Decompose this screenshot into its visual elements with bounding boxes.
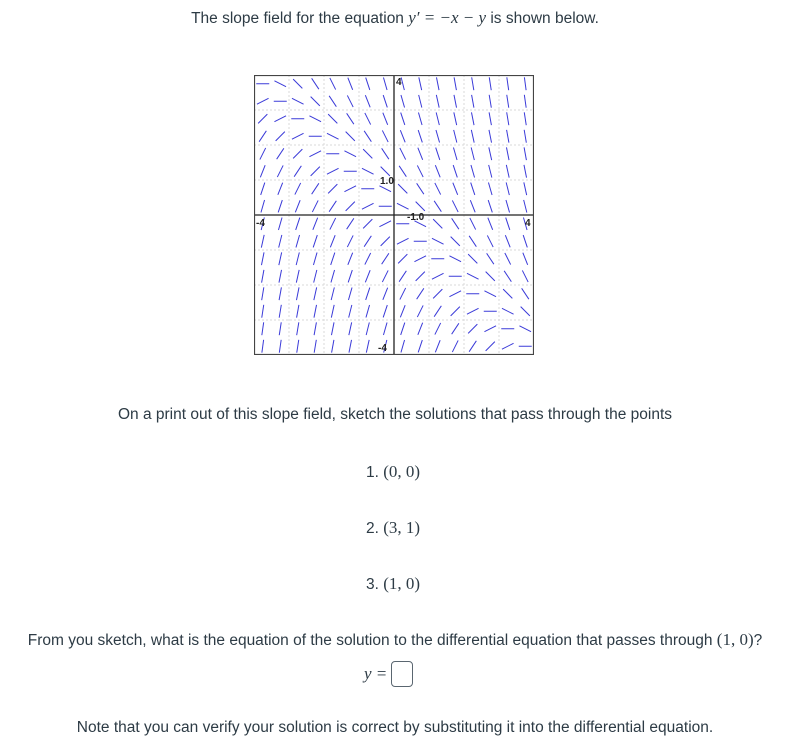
slope-segment bbox=[506, 182, 509, 195]
slope-segment bbox=[279, 322, 281, 335]
answer-input[interactable] bbox=[391, 661, 413, 687]
slope-segment bbox=[309, 151, 321, 157]
point-coordinates: (0, 0) bbox=[383, 462, 421, 481]
slope-segment bbox=[262, 305, 264, 318]
slope-segment bbox=[332, 340, 334, 353]
slope-segment bbox=[471, 130, 474, 143]
slope-segment bbox=[487, 253, 494, 264]
slope-segment bbox=[506, 218, 510, 230]
slope-segment bbox=[344, 186, 356, 192]
slope-segment bbox=[294, 166, 301, 177]
slope-segment bbox=[382, 270, 388, 282]
slope-segment bbox=[363, 149, 372, 158]
slope-segment bbox=[524, 147, 526, 160]
slope-segment bbox=[329, 96, 336, 107]
slope-segment bbox=[502, 343, 514, 349]
slope-segment bbox=[347, 113, 354, 124]
slope-segment bbox=[400, 148, 406, 160]
slope-segment bbox=[277, 148, 284, 159]
slope-segment bbox=[505, 253, 511, 265]
slope-segment bbox=[362, 203, 374, 209]
slope-segment bbox=[311, 97, 320, 106]
slope-segment bbox=[314, 305, 317, 318]
slope-segment bbox=[433, 289, 442, 298]
slope-segment bbox=[467, 273, 479, 279]
slope-segment bbox=[522, 288, 529, 299]
x-min-label: -4 bbox=[256, 218, 265, 229]
slope-segment bbox=[331, 270, 335, 283]
slope-segment bbox=[261, 235, 264, 248]
slope-segment bbox=[506, 147, 509, 160]
slope-segment bbox=[328, 114, 337, 123]
slope-segment bbox=[418, 130, 422, 142]
slope-segment bbox=[434, 306, 441, 317]
slope-segment bbox=[296, 287, 299, 300]
slope-segment bbox=[400, 305, 405, 317]
y-max-label: 4 bbox=[396, 77, 402, 88]
x-max-label: 4 bbox=[525, 218, 531, 229]
slope-segment bbox=[366, 78, 370, 90]
slope-segment bbox=[348, 253, 353, 265]
slope-segment bbox=[260, 148, 266, 160]
slope-segment bbox=[262, 270, 264, 283]
slope-segment bbox=[524, 165, 527, 178]
slope-segment bbox=[313, 218, 318, 230]
slope-segment bbox=[364, 131, 371, 142]
slope-segment bbox=[401, 340, 405, 353]
slope-segment bbox=[470, 200, 475, 212]
slope-segment bbox=[364, 236, 371, 247]
slope-segment bbox=[523, 253, 528, 265]
slope-segment bbox=[331, 305, 334, 318]
slope-segment bbox=[365, 95, 370, 107]
slope-segment bbox=[381, 167, 390, 176]
slope-segment bbox=[347, 235, 353, 247]
slope-segment bbox=[400, 130, 405, 142]
problem-intro bbox=[0, 8, 790, 28]
slope-segment bbox=[327, 133, 339, 139]
slope-segment bbox=[261, 252, 264, 265]
slope-segment bbox=[484, 291, 496, 297]
slope-field-figure bbox=[254, 75, 534, 355]
slope-segment bbox=[314, 287, 317, 300]
slope-segment bbox=[314, 340, 316, 353]
slope-segment bbox=[419, 77, 422, 90]
slope-segment bbox=[449, 291, 461, 297]
slope-segment bbox=[366, 288, 370, 300]
slope-segment bbox=[522, 270, 528, 282]
slope-segment bbox=[435, 165, 440, 177]
slope-segment bbox=[312, 78, 319, 89]
slope-segment bbox=[329, 201, 336, 212]
slope-segment bbox=[279, 252, 282, 265]
slope-segment bbox=[507, 77, 509, 90]
slope-segment bbox=[366, 340, 369, 353]
slope-segment bbox=[262, 340, 264, 353]
slope-segment bbox=[524, 182, 527, 195]
slope-segment bbox=[383, 288, 388, 300]
slope-segment bbox=[489, 95, 491, 108]
slope-segment bbox=[436, 130, 440, 143]
slope-segment bbox=[311, 167, 320, 176]
slope-segment bbox=[274, 81, 286, 87]
slope-segment bbox=[454, 77, 456, 90]
slope-segment bbox=[488, 200, 492, 212]
slope-segment bbox=[348, 78, 353, 90]
slope-segment bbox=[383, 113, 388, 125]
slope-segment bbox=[470, 218, 476, 230]
question-body: From you sketch, what is the equation of the solution to the differential equation that passes through bbox=[27, 632, 717, 649]
slope-segment bbox=[417, 165, 423, 177]
slope-segment bbox=[295, 200, 300, 212]
slope-segment bbox=[434, 201, 441, 212]
slope-segment bbox=[453, 165, 457, 177]
slope-segment bbox=[347, 218, 354, 229]
slope-segment bbox=[261, 183, 265, 195]
slope-segment bbox=[366, 305, 370, 318]
slope-segment bbox=[348, 270, 352, 282]
slope-segment bbox=[472, 95, 474, 108]
slope-segment bbox=[398, 254, 407, 263]
slope-segment bbox=[260, 165, 265, 177]
slope-segment bbox=[401, 95, 405, 108]
slope-segment bbox=[436, 148, 440, 160]
slope-segment bbox=[418, 340, 422, 352]
slope-segment bbox=[419, 95, 422, 108]
slope-segment bbox=[471, 112, 474, 125]
slope-segment bbox=[331, 287, 334, 300]
slope-segment bbox=[397, 203, 409, 209]
slope-segment bbox=[296, 270, 299, 283]
slope-segment bbox=[383, 305, 387, 317]
slope-segment bbox=[523, 235, 527, 247]
slope-segment bbox=[471, 147, 474, 160]
point-number: 2. bbox=[366, 520, 379, 537]
slope-segment bbox=[454, 112, 457, 125]
slope-segment bbox=[414, 256, 426, 262]
point-item-1 bbox=[366, 462, 420, 482]
slope-segment bbox=[489, 112, 491, 125]
slope-segment bbox=[314, 322, 316, 335]
slope-segment bbox=[362, 168, 374, 174]
verification-note: Note that you can verify your solution is correct by substituting it into the differential equation. bbox=[76, 719, 714, 736]
slope-segment bbox=[524, 95, 526, 108]
slope-segment bbox=[331, 253, 335, 265]
slope-segment bbox=[453, 148, 457, 161]
slope-segment bbox=[313, 235, 317, 247]
slope-segment bbox=[507, 130, 509, 143]
slope-segment bbox=[417, 183, 424, 194]
point-coordinates: (1, 0) bbox=[383, 574, 421, 593]
point-number: 1. bbox=[366, 464, 379, 481]
slope-segment bbox=[278, 200, 282, 212]
slope-segment bbox=[349, 340, 352, 353]
slope-segment bbox=[382, 148, 389, 159]
slope-segment bbox=[417, 305, 423, 317]
slope-segment bbox=[521, 307, 530, 316]
question-point: (1, 0) bbox=[716, 630, 754, 649]
slope-segment bbox=[486, 272, 495, 281]
question-suffix: ? bbox=[753, 632, 763, 649]
slope-segment bbox=[524, 77, 526, 90]
slope-segment bbox=[469, 236, 476, 247]
slope-segment bbox=[487, 235, 493, 247]
slope-segment bbox=[398, 184, 407, 193]
slope-segment bbox=[314, 270, 317, 283]
slope-segment bbox=[451, 237, 460, 246]
slope-segment bbox=[382, 253, 389, 264]
slope-segment bbox=[293, 149, 302, 158]
slope-segment bbox=[524, 200, 527, 213]
slope-segment bbox=[502, 308, 514, 314]
slope-segment bbox=[365, 253, 371, 265]
slope-segment bbox=[484, 326, 496, 332]
slope-segment bbox=[524, 112, 526, 125]
slope-segment bbox=[365, 113, 371, 125]
slope-segment bbox=[489, 147, 492, 160]
slope-segment bbox=[451, 307, 460, 316]
slope-segment bbox=[279, 235, 282, 248]
slope-segment bbox=[418, 113, 422, 126]
slope-segment bbox=[401, 77, 404, 90]
slope-segment bbox=[279, 305, 281, 318]
slope-segment bbox=[468, 324, 477, 333]
slope-segment bbox=[435, 183, 441, 195]
slope-segment bbox=[449, 256, 461, 262]
slope-segment bbox=[432, 273, 444, 279]
slope-segment bbox=[261, 200, 265, 213]
slope-segment bbox=[381, 237, 390, 246]
slope-segment bbox=[349, 305, 352, 318]
slope-segment bbox=[379, 221, 391, 227]
slope-segment bbox=[452, 218, 459, 229]
slope-segment bbox=[277, 165, 283, 177]
slope-segment bbox=[382, 130, 388, 142]
slope-segment bbox=[507, 112, 509, 125]
slope-segment bbox=[469, 341, 476, 352]
slope-segment bbox=[383, 323, 387, 336]
answer-lhs: y = bbox=[364, 664, 388, 683]
slope-segment bbox=[296, 235, 300, 248]
y-min-label: -4 bbox=[378, 343, 387, 354]
slope-segment bbox=[506, 165, 509, 178]
slope-segment bbox=[347, 95, 353, 107]
slope-segment bbox=[454, 130, 457, 143]
differential-equation: y′ = −x − y bbox=[408, 8, 487, 27]
slope-segment bbox=[313, 253, 317, 266]
slope-segment bbox=[258, 114, 267, 123]
slope-segment bbox=[452, 200, 458, 212]
slope-segment bbox=[436, 112, 439, 125]
slope-segment bbox=[312, 183, 319, 194]
slope-segment bbox=[274, 116, 286, 122]
slope-segment bbox=[295, 183, 301, 195]
slope-segment bbox=[262, 287, 264, 300]
slope-segment bbox=[296, 218, 300, 230]
slope-segment bbox=[292, 133, 304, 139]
slope-segment bbox=[416, 202, 425, 211]
slope-segment bbox=[383, 78, 387, 91]
slope-segment bbox=[488, 218, 493, 230]
slope-segment bbox=[436, 95, 439, 108]
slope-segment bbox=[366, 322, 369, 335]
slope-segment bbox=[397, 238, 409, 244]
slope-segment bbox=[399, 166, 406, 177]
slope-segment bbox=[292, 98, 304, 104]
slope-segment bbox=[435, 323, 441, 335]
slope-segment bbox=[331, 322, 334, 335]
slope-segment bbox=[436, 77, 439, 90]
slope-segment bbox=[489, 130, 492, 143]
slope-segment bbox=[297, 322, 299, 335]
slope-segment bbox=[330, 78, 336, 90]
slope-segment bbox=[349, 322, 352, 335]
intro-suffix: is shown below. bbox=[486, 10, 599, 27]
slope-segment bbox=[346, 132, 355, 141]
slope-segment bbox=[279, 270, 282, 283]
slope-segment bbox=[503, 289, 512, 298]
slope-segment bbox=[309, 116, 321, 122]
slope-segment bbox=[417, 288, 424, 299]
slope-segment bbox=[278, 183, 283, 195]
slope-segment bbox=[504, 271, 511, 282]
slope-segment bbox=[344, 151, 356, 157]
slope-segment bbox=[383, 95, 387, 107]
slope-segment bbox=[418, 323, 423, 335]
slope-segment bbox=[452, 340, 458, 352]
intro-prefix: The slope field for the equation bbox=[191, 10, 409, 27]
slope-segment bbox=[432, 238, 444, 244]
slope-segment bbox=[259, 131, 266, 142]
slope-segment bbox=[454, 95, 457, 108]
slope-segment bbox=[262, 322, 264, 335]
slope-segment bbox=[519, 326, 531, 332]
slope-segment bbox=[348, 288, 352, 301]
y-tick-label: 1.0 bbox=[380, 176, 394, 187]
point-number: 3. bbox=[366, 576, 379, 593]
slope-segment bbox=[488, 183, 492, 196]
slope-segment bbox=[435, 340, 440, 352]
slope-segment bbox=[486, 342, 495, 351]
slope-segment bbox=[416, 272, 425, 281]
slope-segment bbox=[276, 132, 285, 141]
slope-segment bbox=[279, 340, 281, 353]
slope-segment bbox=[433, 219, 442, 228]
slope-segment bbox=[507, 95, 509, 108]
slope-segment bbox=[489, 165, 492, 178]
slope-segment bbox=[279, 287, 281, 300]
slope-segment bbox=[328, 184, 337, 193]
slope-segment bbox=[330, 218, 336, 230]
slope-segment bbox=[346, 202, 355, 211]
slope-segment bbox=[489, 77, 491, 90]
slope-segment bbox=[418, 148, 423, 160]
instruction-text: On a print out of this slope field, sketch the solutions that pass through the points bbox=[117, 406, 673, 423]
slope-segment bbox=[297, 305, 299, 318]
slope-segment bbox=[506, 200, 510, 213]
slope-segment bbox=[330, 235, 335, 247]
slope-segment bbox=[471, 183, 475, 195]
answer-row bbox=[364, 658, 413, 690]
slope-segment bbox=[278, 218, 282, 231]
point-item-3 bbox=[366, 574, 420, 594]
slope-segment bbox=[471, 165, 475, 178]
slope-segment bbox=[467, 308, 479, 314]
slope-segment bbox=[297, 340, 299, 353]
slope-segment bbox=[257, 98, 269, 104]
slope-segment bbox=[312, 200, 318, 212]
slope-segment bbox=[363, 219, 372, 228]
slope-segment bbox=[327, 168, 339, 174]
slope-segment bbox=[453, 183, 458, 195]
slope-segment bbox=[468, 254, 477, 263]
slope-segment bbox=[365, 270, 370, 282]
slope-segment bbox=[400, 288, 406, 300]
slope-segment bbox=[524, 130, 526, 143]
slope-segment bbox=[452, 323, 459, 334]
x-tick-label: -1.0 bbox=[407, 212, 425, 223]
point-coordinates: (3, 1) bbox=[383, 518, 421, 537]
point-item-2 bbox=[366, 518, 420, 538]
slope-segment bbox=[505, 235, 510, 247]
slope-segment bbox=[296, 252, 299, 265]
slope-segment bbox=[401, 113, 405, 125]
slope-segment bbox=[399, 271, 406, 282]
slope-segment bbox=[401, 323, 405, 335]
question-text bbox=[0, 630, 790, 650]
slope-segment bbox=[472, 77, 474, 90]
slope-segment bbox=[293, 79, 302, 88]
